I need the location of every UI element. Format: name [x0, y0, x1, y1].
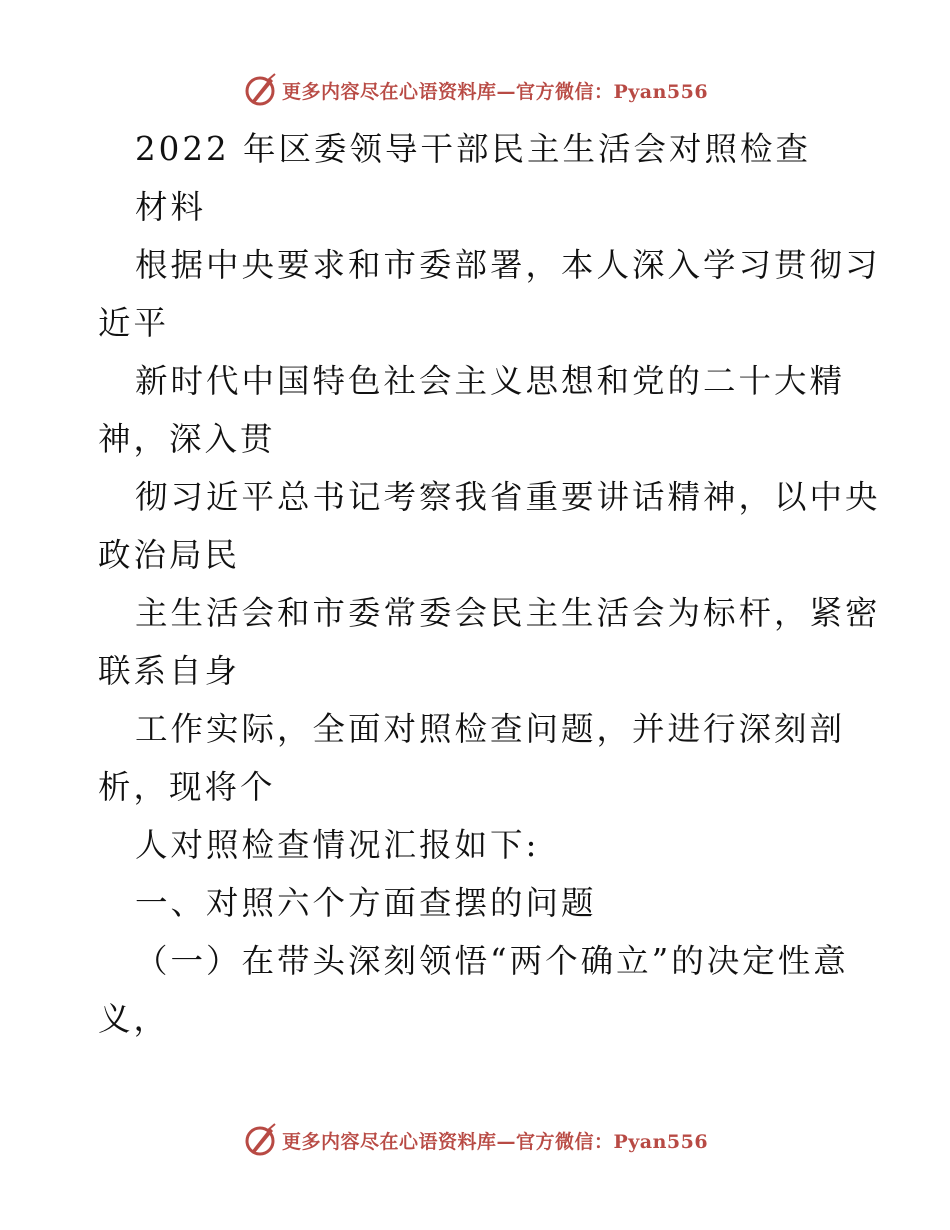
text-line: 义， — [98, 1000, 170, 1038]
text-line: 根据中央要求和市委部署，本人深入学习贯彻习 — [135, 246, 881, 284]
header-watermark — [0, 72, 950, 108]
text-line: 神，深入贯 — [98, 420, 276, 458]
text-line: 新时代中国特色社会主义思想和党的二十大精 — [135, 362, 846, 400]
text-line: 人对照检查情况汇报如下: — [135, 826, 540, 864]
title-line-2: 材料 — [135, 188, 207, 226]
quill-logo-icon — [242, 72, 278, 108]
text-line: 近平 — [98, 304, 170, 342]
title-line-1: 2022 年区委领导干部民主生活会对照检查 — [135, 130, 812, 168]
watermark-text: 更多内容尽在心语资料库—官方微信：Pyan556 — [281, 80, 709, 103]
text-line: 政治局民 — [98, 536, 241, 574]
watermark-text: 更多内容尽在心语资料库—官方微信：Pyan556 — [281, 1130, 709, 1153]
text-line: 联系自身 — [98, 652, 241, 690]
section-heading: 一、对照六个方面查摆的问题 — [135, 884, 597, 922]
quill-logo-icon — [242, 1122, 278, 1158]
text-line: 析，现将个 — [98, 768, 276, 806]
subsection-heading: （一）在带头深刻领悟“两个确立”的决定性意 — [135, 942, 849, 980]
text-line: 工作实际，全面对照检查问题，并进行深刻剖 — [135, 710, 846, 748]
footer-watermark — [0, 1122, 950, 1158]
text-line: 彻习近平总书记考察我省重要讲话精神，以中央 — [135, 478, 881, 516]
text-line: 主生活会和市委常委会民主生活会为标杆，紧密 — [135, 594, 881, 632]
